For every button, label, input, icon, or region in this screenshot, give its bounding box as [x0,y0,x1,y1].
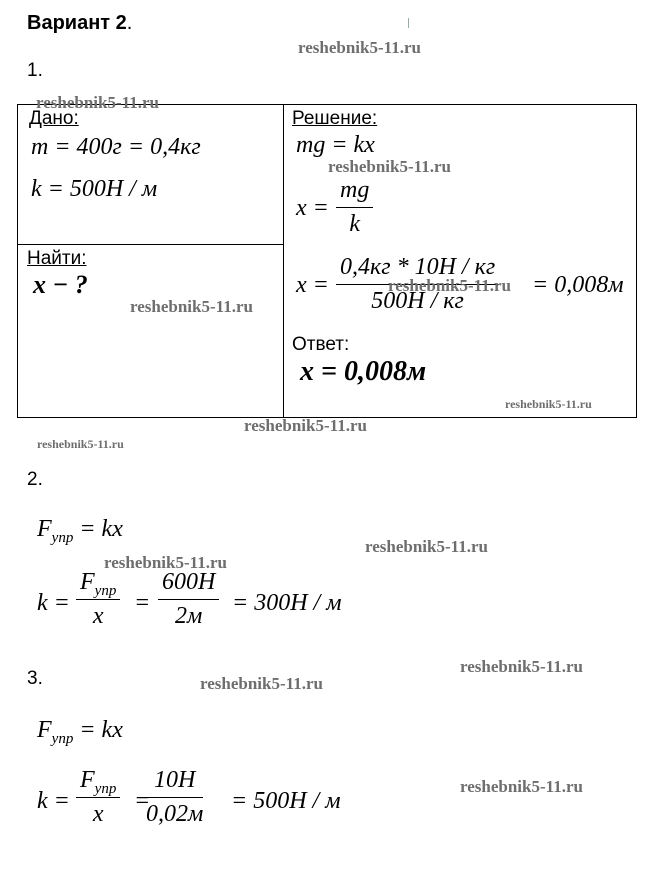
fraction-numerator: mg [336,177,373,208]
fraction-denominator: 2м [175,603,203,629]
fraction-numerator: 10Н [146,767,203,798]
force-subscript: упр [94,781,117,797]
force-symbol: F [80,767,95,793]
task3-eq1 [37,717,123,747]
task2-eq2-fraction1 [76,569,120,630]
force-subscript: упр [51,530,74,546]
task2-eq2-fraction2 [158,569,219,630]
watermark: reshebnik5-11.ru [244,416,367,435]
watermark: reshebnik5-11.ru [36,93,159,112]
watermark: reshebnik5-11.ru [460,657,583,676]
watermark: reshebnik5-11.ru [328,157,451,176]
stray-mark [408,18,409,28]
table-divider-vertical [283,104,284,417]
task2-number: 2. [27,469,43,490]
task3-eq2-fraction1 [76,767,120,828]
task3-eq2-lhs: k = [37,788,70,814]
force-symbol: F [37,717,52,743]
eq1-rhs: = kx [79,717,123,743]
task3-eq2-equals: = [134,788,151,814]
watermark: reshebnik5-11.ru [298,38,421,57]
force-subscript: упр [51,731,74,747]
watermark: reshebnik5-11.ru [505,397,592,411]
given-mass: m = 400г = 0,4кг [31,134,201,160]
find-value: x − ? [33,270,88,299]
task3-number: 3. [27,668,43,689]
answer-label: Ответ: [292,334,350,355]
watermark: reshebnik5-11.ru [37,437,124,451]
task2-eq1 [37,516,123,546]
solution-eq3-lhs: x = [296,272,329,298]
task2-eq2-lhs: k = [37,590,70,616]
given-label: Дано: [29,108,79,129]
fraction-numerator: 0,4кг * 10Н / кг [336,254,499,285]
force-symbol: F [37,516,52,542]
force-subscript: упр [94,583,117,599]
watermark: reshebnik5-11.ru [104,553,227,572]
eq1-rhs: = kx [79,516,123,542]
solution-eq2-lhs: x = [296,195,329,221]
task2-eq2-equals: = [134,590,151,616]
fraction-denominator: 0,02м [146,801,204,827]
task3-eq2-rhs: = 500Н / м [231,788,341,814]
watermark: reshebnik5-11.ru [365,537,488,556]
solution-eq2-fraction [336,177,373,238]
fraction-numerator [76,569,120,600]
watermark: reshebnik5-11.ru [460,777,583,796]
watermark: reshebnik5-11.ru [200,674,323,693]
fraction-denominator: k [349,211,360,237]
fraction-denominator: x [92,603,104,629]
fraction-denominator: 500Н / кг [371,288,464,314]
fraction-numerator [76,767,120,798]
table-divider-horizontal [17,244,283,245]
solution-label: Решение: [292,108,378,129]
given-stiffness: k = 500Н / м [31,176,158,202]
title-text: Вариант 2 [27,12,127,34]
solution-eq1: mg = kx [296,132,375,158]
solution-eq3-rhs: = 0,008м [532,272,624,298]
watermark: reshebnik5-11.ru [130,297,253,316]
task2-eq2-rhs: = 300Н / м [232,590,342,616]
find-label: Найти: [27,248,87,269]
watermark: reshebnik5-11.ru [388,276,511,295]
force-symbol: F [80,569,95,595]
task3-eq2-fraction2 [146,767,203,828]
title-dot: . [126,12,133,34]
fraction-denominator: x [92,801,104,827]
fraction-numerator: 600Н [158,569,219,600]
task1-number: 1. [27,60,43,81]
answer-value: x = 0,008м [300,356,427,387]
page-title [27,12,132,35]
